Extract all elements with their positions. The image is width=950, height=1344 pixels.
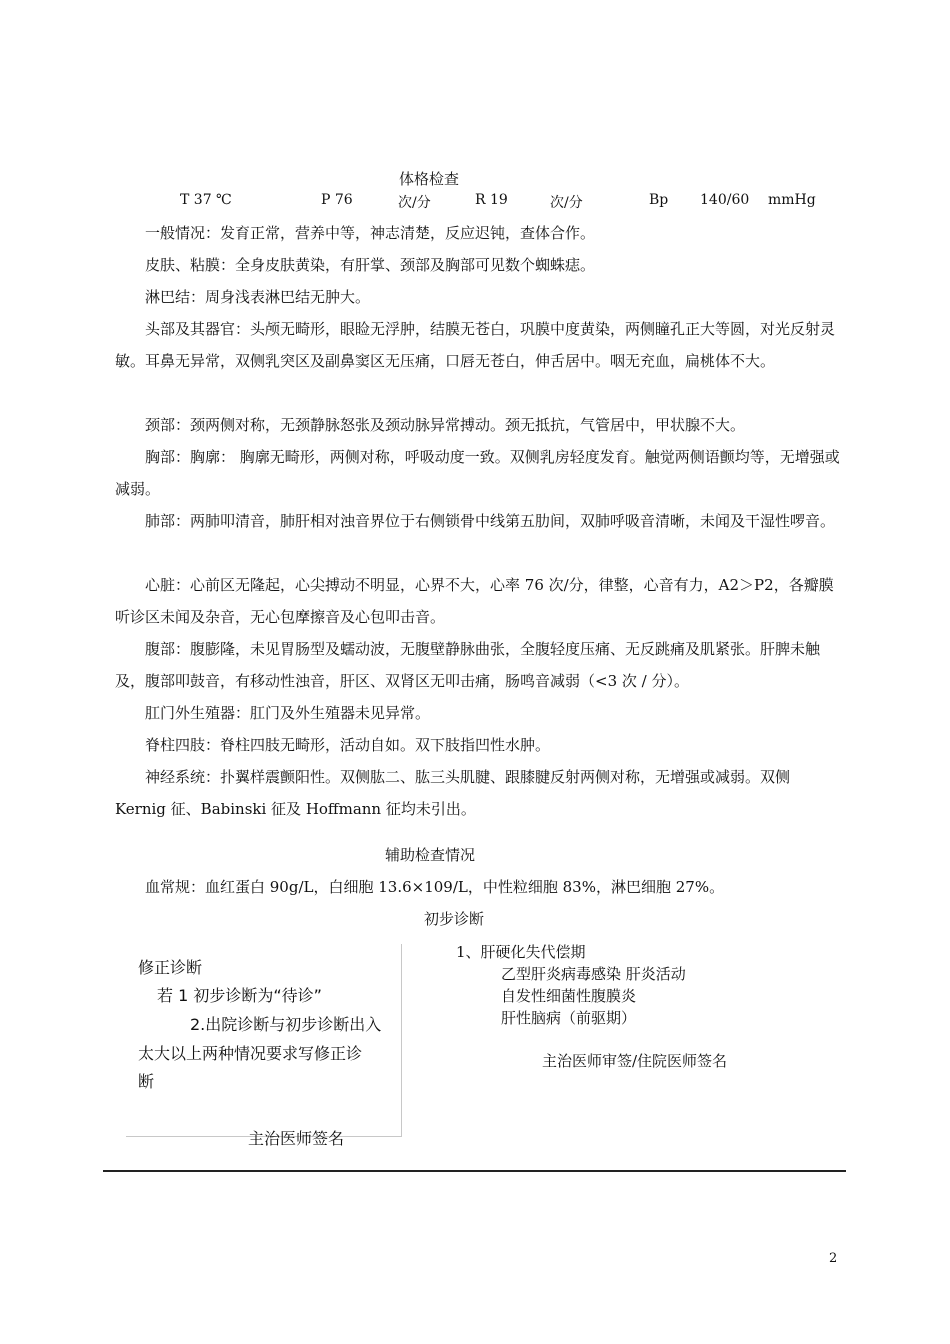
exam-heart: 心脏：心前区无隆起，心尖搏动不明显，心界不大，心率 76 次/分，律整，心音有力，A2＞P2，各瓣膜听诊区未闻及杂音，无心包摩擦音及心包叩击音。 [115, 576, 834, 626]
vitals-row [0, 192, 950, 212]
exam-skin: 皮肤、粘膜：全身皮肤黄染，有肝掌、颈部及胸部可见数个蜘蛛痣。 [145, 256, 596, 274]
exam-lungs: 肺部：两肺叩清音，肺肝相对浊音界位于右侧锁骨中线第五肋间，双肺呼吸音清晰，未闻及干湿性啰音。 [145, 512, 836, 530]
exam-spine-limbs: 脊柱四肢：脊柱四肢无畸形，活动自如。双下肢指凹性水肿。 [145, 736, 551, 754]
exam-lymph: 淋巴结：周身浅表淋巴结无肿大。 [145, 288, 371, 306]
exam-general: 一般情况：发育正常，营养中等，神志清楚，反应迟钝，查体合作。 [145, 224, 596, 242]
diagnosis-line-1: 1、肝硬化失代偿期 [456, 943, 586, 961]
revision-attending-signature: 主治医师签名 [248, 1129, 345, 1148]
revision-line-4: 断 [138, 1072, 155, 1091]
diagnosis-line-4: 肝性脑病（前驱期） [501, 1009, 637, 1027]
page-bottom-rule [103, 1170, 846, 1172]
page-number: 2 [829, 1251, 838, 1266]
aux-blood-routine: 血常规：血红蛋白 90g/L，白细胞 13.6×109/L，中性粒细胞 83%，淋巴细胞 27%。 [145, 878, 725, 896]
revision-title: 修正诊断 [138, 958, 203, 977]
vital-respiration-unit: 次/分 [550, 195, 583, 211]
exam-neck: 颈部：颈两侧对称，无颈静脉怒张及颈动脉异常搏动。颈无抵抗，气管居中，甲状腺不大。 [145, 416, 746, 434]
revision-line-1: 若 1 初步诊断为“待诊” [157, 986, 322, 1005]
diagnosis-line-2: 乙型肝炎病毒感染 肝炎活动 [501, 965, 686, 983]
vital-pulse: P 76 [321, 192, 353, 208]
vital-respiration: R 19 [475, 192, 508, 208]
section-title-physical-exam: 体格检查 [399, 170, 460, 188]
revision-line-2: 2.出院诊断与初步诊断出入 [190, 1015, 382, 1034]
vital-temperature: T 37 ℃ [180, 192, 232, 208]
exam-chest: 胸部：胸廓： 胸廓无畸形，两侧对称，呼吸动度一致。双侧乳房轻度发育。触觉两侧语颤均等，无增强或减弱。 [115, 448, 840, 498]
section-title-preliminary-diagnosis: 初步诊断 [424, 910, 485, 928]
vital-pulse-unit: 次/分 [398, 195, 431, 211]
section-title-auxiliary: 辅助检查情况 [385, 846, 476, 864]
diagnosis-line-3: 自发性细菌性腹膜炎 [501, 987, 637, 1005]
revision-box-divider [401, 944, 402, 1136]
vital-bp-unit: mmHg [768, 192, 816, 208]
diagnosis-signature: 主治医师审签/住院医师签名 [542, 1052, 728, 1070]
revision-line-3: 太大以上两种情况要求写修正诊 [138, 1044, 363, 1063]
vital-bp-label: Bp [649, 192, 669, 208]
exam-abdomen: 腹部：腹膨隆，未见胃肠型及蠕动波，无腹壁静脉曲张，全腹轻度压痛、无反跳痛及肌紧张。肝脾未触及，腹部叩鼓音，有移动性浊音，肝区、双肾区无叩击痛，肠鸣音减弱（<3 次 / 分）。 [115, 640, 821, 690]
vital-bp-value: 140/60 [700, 192, 750, 208]
exam-nervous: 神经系统：扑翼样震颤阳性。双侧肱二、肱三头肌腱、跟膝腱反射两侧对称，无增强或减弱。双侧 Kernig 征、Babinski 征及 Hoffmann 征均未引出。 [115, 768, 791, 818]
exam-anus-genitals: 肛门外生殖器：肛门及外生殖器未见异常。 [145, 704, 431, 722]
exam-head: 头部及其器官：头颅无畸形，眼睑无浮肿，结膜无苍白，巩膜中度黄染，两侧瞳孔正大等圆，对光反射灵敏。耳鼻无异常，双侧乳突区及副鼻窦区无压痛，口唇无苍白，伸舌居中。咽无充血，扁桃体不大。 [115, 320, 836, 370]
